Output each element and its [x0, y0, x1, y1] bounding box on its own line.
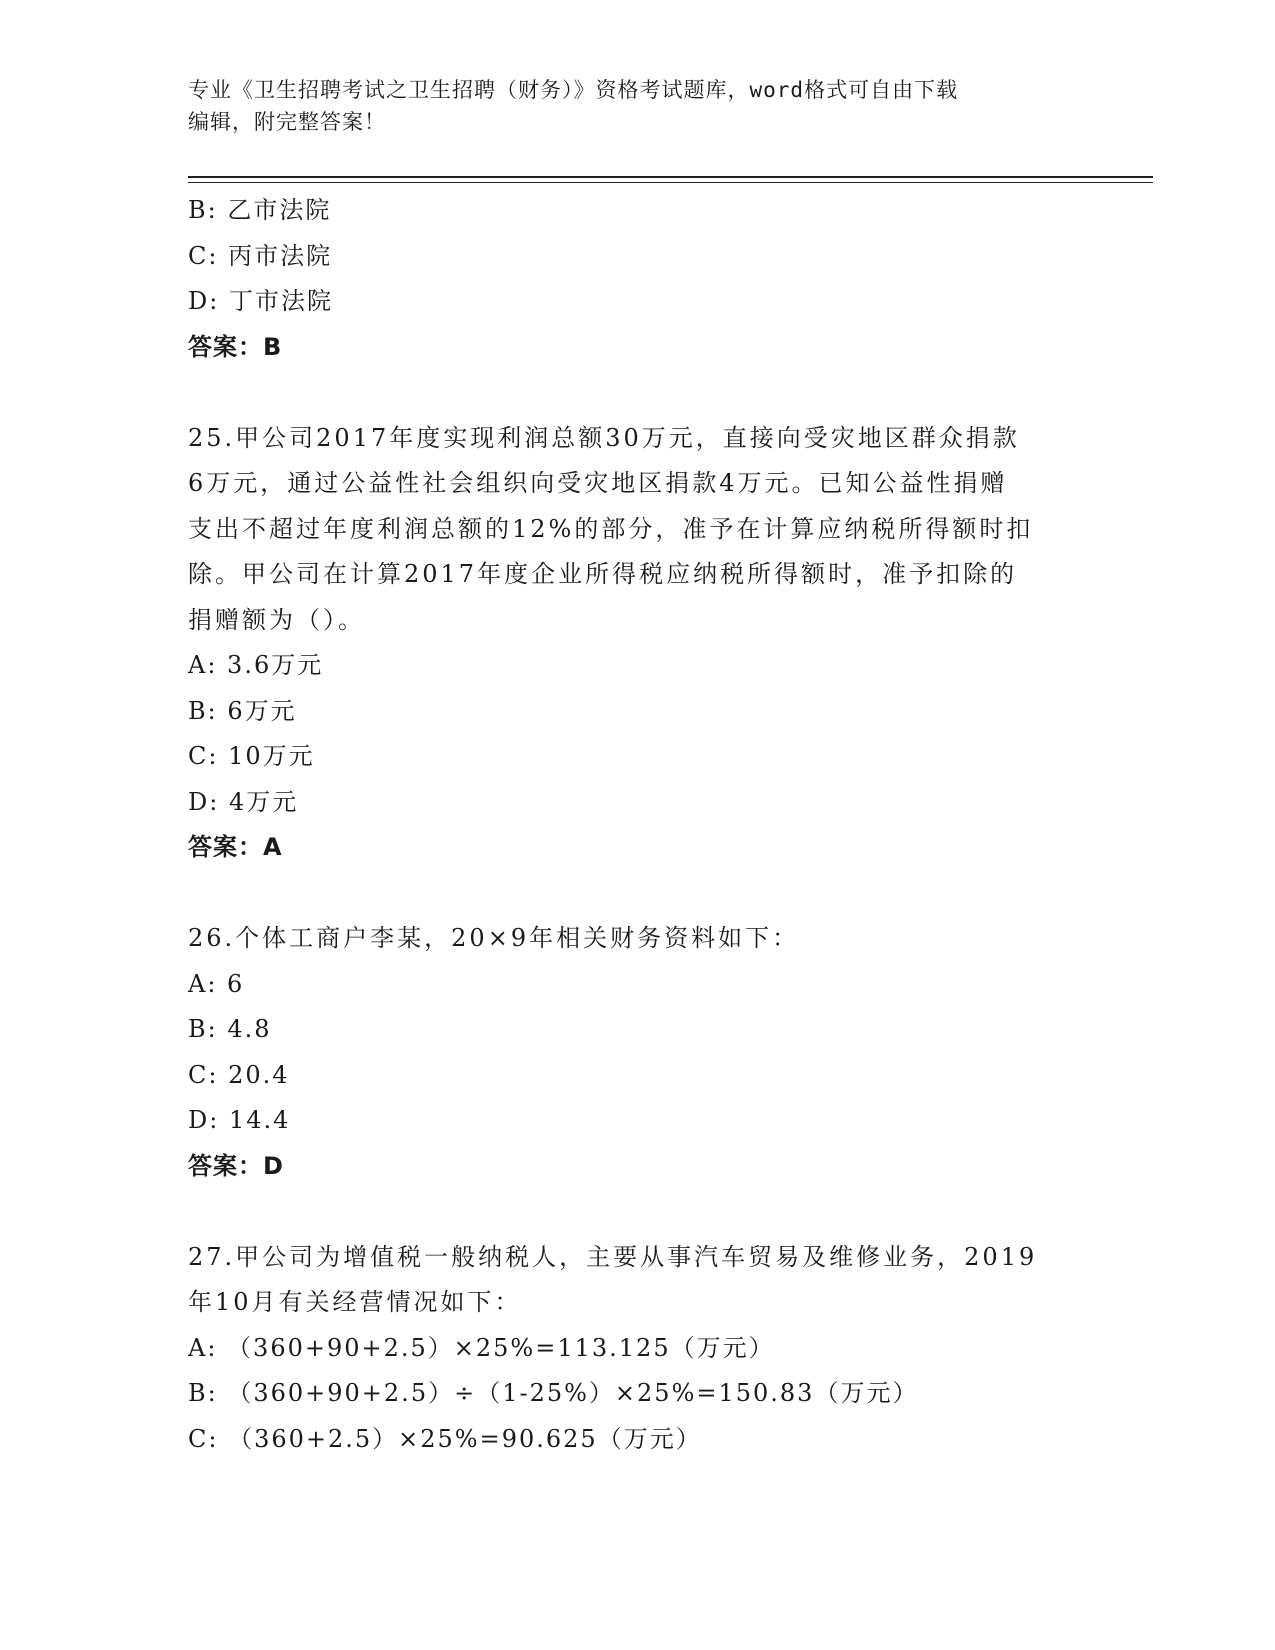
answer-label: 答案：B: [188, 332, 283, 361]
question-text-line: 除。甲公司在计算2017年度企业所得税应纳税所得额时，准予扣除的: [188, 560, 1018, 588]
option-d: D: 4万元: [188, 787, 299, 816]
question-text-line: 26.个体工商户李某，20×9年相关财务资料如下：: [188, 924, 800, 952]
question-25: [188, 416, 1088, 871]
option-c: C: （360+2.5）×25%=90.625（万元）: [188, 1424, 702, 1453]
spacer: [188, 370, 1088, 416]
question-text-line: 年10月有关经营情况如下：: [188, 1288, 522, 1316]
answer-label: 答案：A: [188, 833, 283, 861]
question-27-text: [188, 1235, 1088, 1326]
option-c: C: 20.4: [188, 1060, 290, 1089]
question-26-text: [188, 916, 1088, 962]
header-rule-thin: [188, 182, 1153, 183]
question-text-line: 捐赠额为（）。: [188, 605, 365, 634]
option-a: A: 6: [188, 969, 245, 998]
header-line-1: 专业《卫生招聘考试之卫生招聘（财务）》资格考试题库，word格式可自由下载: [188, 78, 959, 102]
option-b: B: 4.8: [188, 1015, 272, 1043]
question-25-text: [188, 416, 1088, 644]
answer-label: 答案：D: [188, 1151, 284, 1180]
question-text-line: 25.甲公司2017年度实现利润总额30万元，直接向受灾地区群众捐款: [188, 423, 1020, 452]
option-b: B: 6万元: [188, 696, 297, 725]
option-c: C: 丙市法院: [188, 241, 333, 270]
spacer: [188, 1189, 1088, 1235]
option-d: D: 丁市法院: [188, 287, 333, 315]
question-26: [188, 916, 1088, 1189]
document-body: [188, 188, 1088, 1462]
header-rule-thick: [188, 176, 1153, 178]
question-text-line: 27.甲公司为增值税一般纳税人，主要从事汽车贸易及维修业务，2019: [188, 1242, 1038, 1271]
question-27: [188, 1235, 1088, 1463]
option-a: A: 3.6万元: [188, 651, 324, 679]
spacer: [188, 871, 1088, 917]
question-text-line: 6万元，通过公益性社会组织向受灾地区捐款4万元。已知公益性捐赠: [188, 469, 1008, 497]
prev-question: [188, 188, 1088, 370]
option-a: A: （360+90+2.5）×25%=113.125（万元）: [188, 1333, 775, 1362]
question-text-line: 支出不超过年度利润总额的12%的部分，准予在计算应纳税所得额时扣: [188, 514, 1034, 543]
option-d: D: 14.4: [188, 1106, 291, 1134]
document-header: [188, 74, 1088, 138]
option-b: B: （360+90+2.5）÷（1-25%）×25%=150.83（万元）: [188, 1379, 919, 1407]
header-line-2: 编辑，附完整答案！: [188, 110, 386, 134]
option-b: B: 乙市法院: [188, 196, 332, 224]
option-c: C: 10万元: [188, 742, 315, 770]
